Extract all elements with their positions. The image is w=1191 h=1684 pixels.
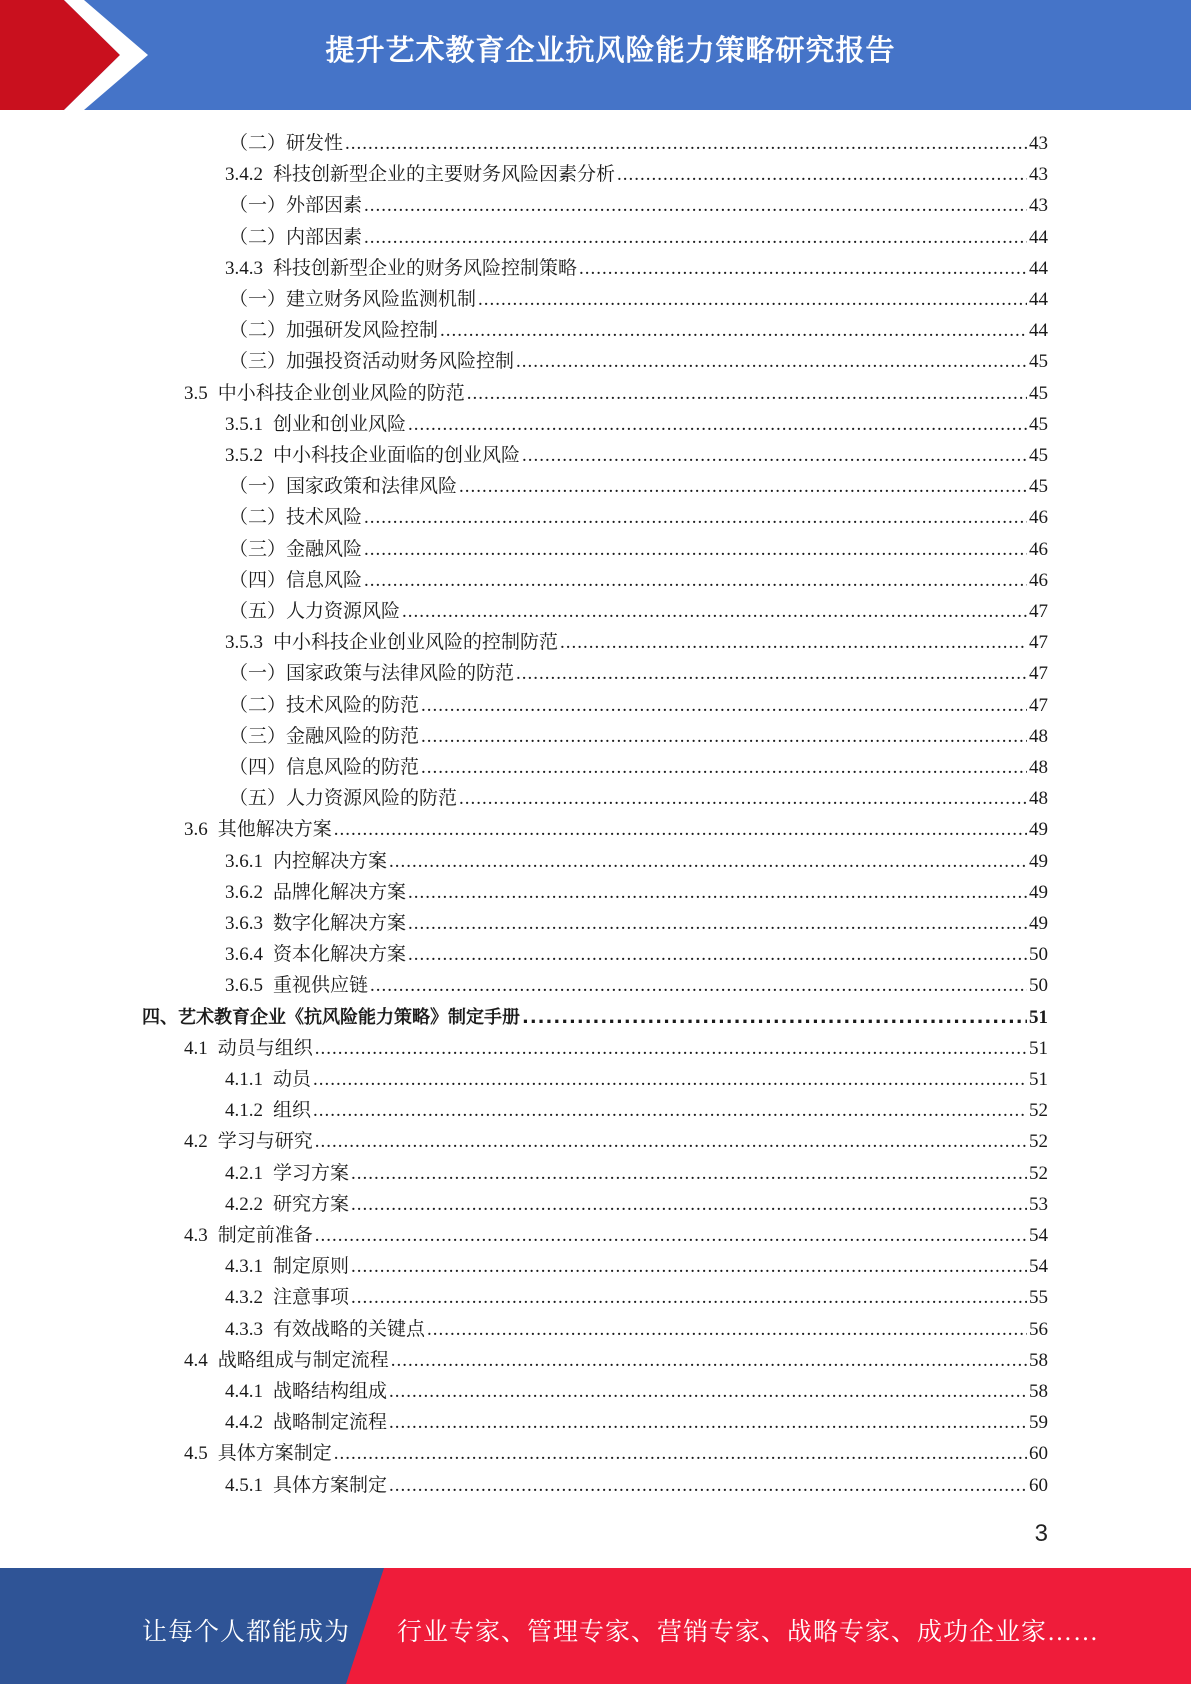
- toc-entry[interactable]: [229, 190, 1048, 221]
- toc-entry-number: 3.4.3: [225, 257, 263, 279]
- toc-dot-leader: [421, 721, 1027, 752]
- toc-entry-page: 52: [1029, 1162, 1048, 1184]
- toc-entry[interactable]: [225, 440, 1048, 471]
- toc-dot-leader: [421, 690, 1027, 721]
- toc-entry[interactable]: [229, 690, 1048, 721]
- toc-dot-leader: [351, 1189, 1027, 1220]
- toc-entry-number: 4.1: [184, 1037, 208, 1059]
- toc-entry[interactable]: [229, 284, 1048, 315]
- footer-slogan-right: 行业专家、管理专家、营销专家、战略专家、成功企业家……: [397, 1619, 1100, 1646]
- toc-entry-page: 44: [1029, 226, 1048, 248]
- toc-entry[interactable]: [229, 315, 1048, 346]
- toc-entry-page: 46: [1029, 569, 1048, 591]
- toc-entry-label: 中小科技企业面临的创业风险: [273, 445, 521, 466]
- toc-entry-label: 学习方案: [273, 1162, 350, 1184]
- toc-dot-leader: [440, 315, 1027, 346]
- toc-entry-label: 战略结构组成: [273, 1381, 388, 1402]
- toc-dot-leader: [522, 1002, 1027, 1033]
- toc-entry-number: 3.6.3: [225, 913, 263, 934]
- toc-entry-page: 55: [1029, 1287, 1048, 1309]
- toc-entry-number: 4.3.3: [225, 1318, 263, 1340]
- toc-entry-label: （三）加强投资活动财务风险控制: [229, 351, 515, 373]
- toc-entry-label: 制定前准备: [217, 1225, 313, 1246]
- toc-entry-number: 4.1.2: [225, 1100, 263, 1122]
- toc-entry[interactable]: [225, 1189, 1048, 1220]
- toc-entry[interactable]: [225, 1376, 1048, 1407]
- page-header: [0, 0, 1191, 110]
- toc-entry-label: （二）研发性: [229, 133, 344, 154]
- toc-entry[interactable]: [184, 1126, 1048, 1157]
- toc-dot-leader: [408, 877, 1027, 908]
- toc-entry[interactable]: [225, 908, 1048, 939]
- toc-entry[interactable]: [184, 378, 1048, 409]
- toc-dot-leader: [389, 1407, 1027, 1438]
- toc-entry-label: （一）国家政策和法律风险: [229, 476, 458, 498]
- toc-dot-leader: [459, 471, 1027, 502]
- toc-entry-label: 科技创新型企业的主要财务风险因素分析: [273, 164, 616, 186]
- toc-entry-page: 51: [1029, 1006, 1048, 1028]
- toc-dot-leader: [516, 346, 1027, 377]
- toc-dot-leader: [351, 1251, 1027, 1282]
- toc-entry-label: 其他解决方案: [217, 819, 332, 841]
- toc-entry[interactable]: [225, 1282, 1048, 1313]
- toc-entry-page: 49: [1029, 819, 1048, 841]
- toc-entry-number: 3.6.5: [225, 975, 263, 997]
- toc-dot-leader: [389, 846, 1027, 877]
- toc-entry-label: 具体方案制定: [273, 1474, 388, 1496]
- toc-entry[interactable]: [184, 1033, 1048, 1064]
- toc-entry-number: 3.4.2: [225, 164, 263, 186]
- toc-entry-number: 3.5: [184, 382, 208, 404]
- toc-entry[interactable]: [225, 970, 1048, 1001]
- toc-entry-label: 科技创新型企业的财务风险控制策略: [273, 257, 578, 279]
- toc-entry-number: 3.5.1: [225, 413, 263, 435]
- page-number: 3: [1034, 1520, 1048, 1547]
- toc-entry-label: 品牌化解决方案: [273, 881, 407, 903]
- toc-entry[interactable]: [184, 814, 1048, 845]
- toc-entry-page: 45: [1029, 413, 1048, 435]
- toc-entry-label: 动员与组织: [217, 1037, 313, 1059]
- toc-entry[interactable]: [229, 346, 1048, 377]
- toc-dot-leader: [364, 534, 1027, 565]
- toc-dot-leader: [389, 1376, 1027, 1407]
- toc-entry[interactable]: [229, 783, 1048, 814]
- toc-entry-page: 49: [1029, 913, 1048, 934]
- toc-entry-label: （二）内部因素: [229, 226, 363, 248]
- toc-entry-label: 中小科技企业创业风险的防范: [217, 382, 465, 404]
- toc-entry-label: 创业和创业风险: [273, 413, 407, 435]
- toc-entry-label: 学习与研究: [217, 1131, 313, 1153]
- toc-entry-page: 52: [1029, 1131, 1048, 1153]
- toc-entry-page: 56: [1029, 1318, 1048, 1340]
- toc-entry-page: 47: [1029, 663, 1048, 685]
- toc-entry[interactable]: [225, 409, 1048, 440]
- toc-entry[interactable]: [184, 1220, 1048, 1251]
- toc-entry-label: （二）加强研发风险控制: [229, 320, 439, 342]
- toc-dot-leader: [391, 1345, 1027, 1376]
- toc-entry-number: 4.4.1: [225, 1381, 263, 1402]
- toc-entry[interactable]: [225, 877, 1048, 908]
- toc-entry-page: 45: [1029, 382, 1048, 404]
- toc-entry[interactable]: [229, 565, 1048, 596]
- toc-entry-label: （一）建立财务风险监测机制: [229, 289, 477, 310]
- toc-entry-page: 48: [1029, 725, 1048, 747]
- toc-entry[interactable]: [225, 1095, 1048, 1126]
- toc-dot-leader: [478, 284, 1027, 315]
- toc-entry-page: 48: [1029, 788, 1048, 810]
- report-title: 提升艺术教育企业抗风险能力策略研究报告: [325, 33, 896, 67]
- toc-entry-page: 44: [1029, 320, 1048, 342]
- toc-entry-page: 54: [1029, 1256, 1048, 1278]
- toc-entry-page: 45: [1029, 445, 1048, 466]
- toc-entry-label: （三）金融风险: [229, 538, 363, 560]
- toc-dot-leader: [516, 658, 1027, 689]
- toc-entry[interactable]: [225, 1158, 1048, 1189]
- toc-entry-label: （二）技术风险的防范: [229, 694, 420, 716]
- toc-entry-page: 58: [1029, 1381, 1048, 1402]
- toc-entry-label: 组织: [273, 1100, 312, 1122]
- toc-entry-number: 3.6.1: [225, 850, 263, 872]
- toc-entry[interactable]: [229, 658, 1048, 689]
- toc-dot-leader: [427, 1314, 1027, 1345]
- toc-entry-number: 4.3.2: [225, 1287, 263, 1309]
- toc-entry-page: 47: [1029, 632, 1048, 654]
- toc-entry[interactable]: [229, 471, 1048, 502]
- toc-entry-label: （五）人力资源风险的防范: [229, 788, 458, 810]
- toc-entry-number: 4.4.2: [225, 1412, 263, 1434]
- toc-entry-number: 3.5.2: [225, 445, 263, 466]
- toc-entry-page: 50: [1029, 944, 1048, 966]
- toc-entry-label: 四、艺术教育企业《抗风险能力策略》制定手册: [142, 1006, 520, 1028]
- toc-dot-leader: [364, 222, 1027, 253]
- toc-entry[interactable]: [184, 1438, 1048, 1469]
- toc-entry-page: 60: [1029, 1474, 1048, 1496]
- toc-entry-number: 3.6: [184, 819, 208, 841]
- toc-entry[interactable]: [225, 1064, 1048, 1095]
- toc-entry-page: 51: [1029, 1037, 1048, 1059]
- toc-entry-page: 47: [1029, 694, 1048, 716]
- toc-dot-leader: [315, 1126, 1027, 1157]
- toc-dot-leader: [467, 378, 1027, 409]
- toc-entry-label: （四）信息风险的防范: [229, 757, 420, 778]
- toc-dot-leader: [408, 908, 1027, 939]
- toc-entry[interactable]: [225, 1470, 1048, 1501]
- toc-entry-label: （四）信息风险: [229, 569, 363, 591]
- toc-entry-page: 44: [1029, 289, 1048, 310]
- toc-entry[interactable]: [229, 752, 1048, 783]
- toc-entry[interactable]: [142, 1002, 1048, 1033]
- toc-entry-page: 48: [1029, 757, 1048, 778]
- toc-entry-page: 49: [1029, 881, 1048, 903]
- toc-entry-page: 44: [1029, 257, 1048, 279]
- toc-entry[interactable]: [229, 502, 1048, 533]
- toc-dot-leader: [315, 1033, 1027, 1064]
- toc-entry-label: 制定原则: [273, 1256, 350, 1278]
- footer-slogan-left: 让每个人都能成为: [142, 1619, 351, 1646]
- toc-entry-number: 3.6.2: [225, 881, 263, 903]
- toc-entry-label: 中小科技企业创业风险的控制防范: [273, 632, 559, 654]
- toc-entry[interactable]: [225, 159, 1048, 190]
- toc-entry-page: 52: [1029, 1100, 1048, 1122]
- toc-entry[interactable]: [225, 1251, 1048, 1282]
- toc-entry-number: 3.6.4: [225, 944, 263, 966]
- toc-entry-page: 54: [1029, 1225, 1048, 1246]
- toc-entry-page: 45: [1029, 476, 1048, 498]
- toc-entry-page: 53: [1029, 1193, 1048, 1215]
- toc-dot-leader: [560, 627, 1027, 658]
- toc-entry-label: 研究方案: [273, 1193, 350, 1215]
- toc-entry[interactable]: [229, 128, 1048, 159]
- toc-dot-leader: [334, 1438, 1027, 1469]
- toc-entry-label: 有效战略的关键点: [273, 1318, 426, 1340]
- toc-entry-page: 47: [1029, 601, 1048, 622]
- toc-entry-number: 4.5: [184, 1443, 208, 1465]
- toc-entry-number: 3.5.3: [225, 632, 263, 654]
- toc-dot-leader: [334, 814, 1027, 845]
- toc-entry-page: 46: [1029, 538, 1048, 560]
- toc-entry-page: 43: [1029, 195, 1048, 217]
- toc-entry-label: 资本化解决方案: [273, 944, 407, 966]
- toc-entry[interactable]: [225, 846, 1048, 877]
- toc-dot-leader: [313, 1095, 1027, 1126]
- toc-entry[interactable]: [229, 222, 1048, 253]
- toc-entry[interactable]: [229, 721, 1048, 752]
- toc-dot-leader: [364, 190, 1027, 221]
- toc-dot-leader: [408, 409, 1027, 440]
- toc-entry-page: 43: [1029, 133, 1048, 154]
- toc-dot-leader: [364, 565, 1027, 596]
- toc-dot-leader: [345, 128, 1027, 159]
- toc-entry-number: 4.2: [184, 1131, 208, 1153]
- toc-dot-leader: [617, 159, 1027, 190]
- toc-entry-label: （一）国家政策与法律风险的防范: [229, 663, 515, 685]
- toc-entry-page: 50: [1029, 975, 1048, 997]
- page-footer: [0, 1568, 1191, 1684]
- toc-entry-page: 43: [1029, 164, 1048, 186]
- toc-entry-label: 重视供应链: [273, 975, 369, 997]
- toc-dot-leader: [408, 939, 1027, 970]
- toc-dot-leader: [459, 783, 1027, 814]
- toc-entry-page: 51: [1029, 1069, 1048, 1090]
- toc-entry[interactable]: [225, 253, 1048, 284]
- toc-entry[interactable]: [225, 1407, 1048, 1438]
- toc-dot-leader: [315, 1220, 1027, 1251]
- toc-dot-leader: [421, 752, 1027, 783]
- toc-entry-page: 60: [1029, 1443, 1048, 1465]
- toc-entry[interactable]: [229, 534, 1048, 565]
- toc-entry-page: 46: [1029, 507, 1048, 529]
- toc-entry-label: （五）人力资源风险: [229, 601, 401, 622]
- toc-entry-number: 4.2.2: [225, 1193, 263, 1215]
- toc-entry-page: 49: [1029, 850, 1048, 872]
- toc-dot-leader: [364, 502, 1027, 533]
- toc-entry[interactable]: [225, 1314, 1048, 1345]
- toc-entry[interactable]: [225, 627, 1048, 658]
- toc-entry-number: 4.4: [184, 1349, 208, 1371]
- toc-entry-label: （一）外部因素: [229, 195, 363, 217]
- toc-entry-label: （二）技术风险: [229, 507, 363, 529]
- toc-dot-leader: [522, 440, 1027, 471]
- toc-entry-page: 59: [1029, 1412, 1048, 1434]
- toc-entry-page: 58: [1029, 1349, 1048, 1371]
- toc-entry-label: 数字化解决方案: [273, 913, 407, 934]
- toc-entry-number: 4.5.1: [225, 1474, 263, 1496]
- toc-entry-page: 45: [1029, 351, 1048, 373]
- toc-entry-number: 4.2.1: [225, 1162, 263, 1184]
- toc-entry-label: 动员: [273, 1069, 312, 1090]
- toc-dot-leader: [351, 1158, 1027, 1189]
- toc-entry[interactable]: [229, 596, 1048, 627]
- toc-entry-label: 战略制定流程: [273, 1412, 388, 1434]
- toc-dot-leader: [389, 1470, 1027, 1501]
- toc-entry-label: 注意事项: [273, 1287, 350, 1309]
- toc-entry-number: 4.3.1: [225, 1256, 263, 1278]
- toc-entry-label: 具体方案制定: [217, 1443, 332, 1465]
- toc-entry-label: 战略组成与制定流程: [217, 1349, 389, 1371]
- toc-dot-leader: [351, 1282, 1027, 1313]
- toc-dot-leader: [402, 596, 1027, 627]
- toc-entry[interactable]: [225, 939, 1048, 970]
- toc-entry-label: （三）金融风险的防范: [229, 725, 420, 747]
- toc-entry-number: 4.3: [184, 1225, 208, 1246]
- toc-dot-leader: [579, 253, 1027, 284]
- toc-dot-leader: [370, 970, 1027, 1001]
- toc-entry[interactable]: [184, 1345, 1048, 1376]
- toc-entry-number: 4.1.1: [225, 1069, 263, 1090]
- toc-dot-leader: [313, 1064, 1027, 1095]
- toc-entry-label: 内控解决方案: [273, 850, 388, 872]
